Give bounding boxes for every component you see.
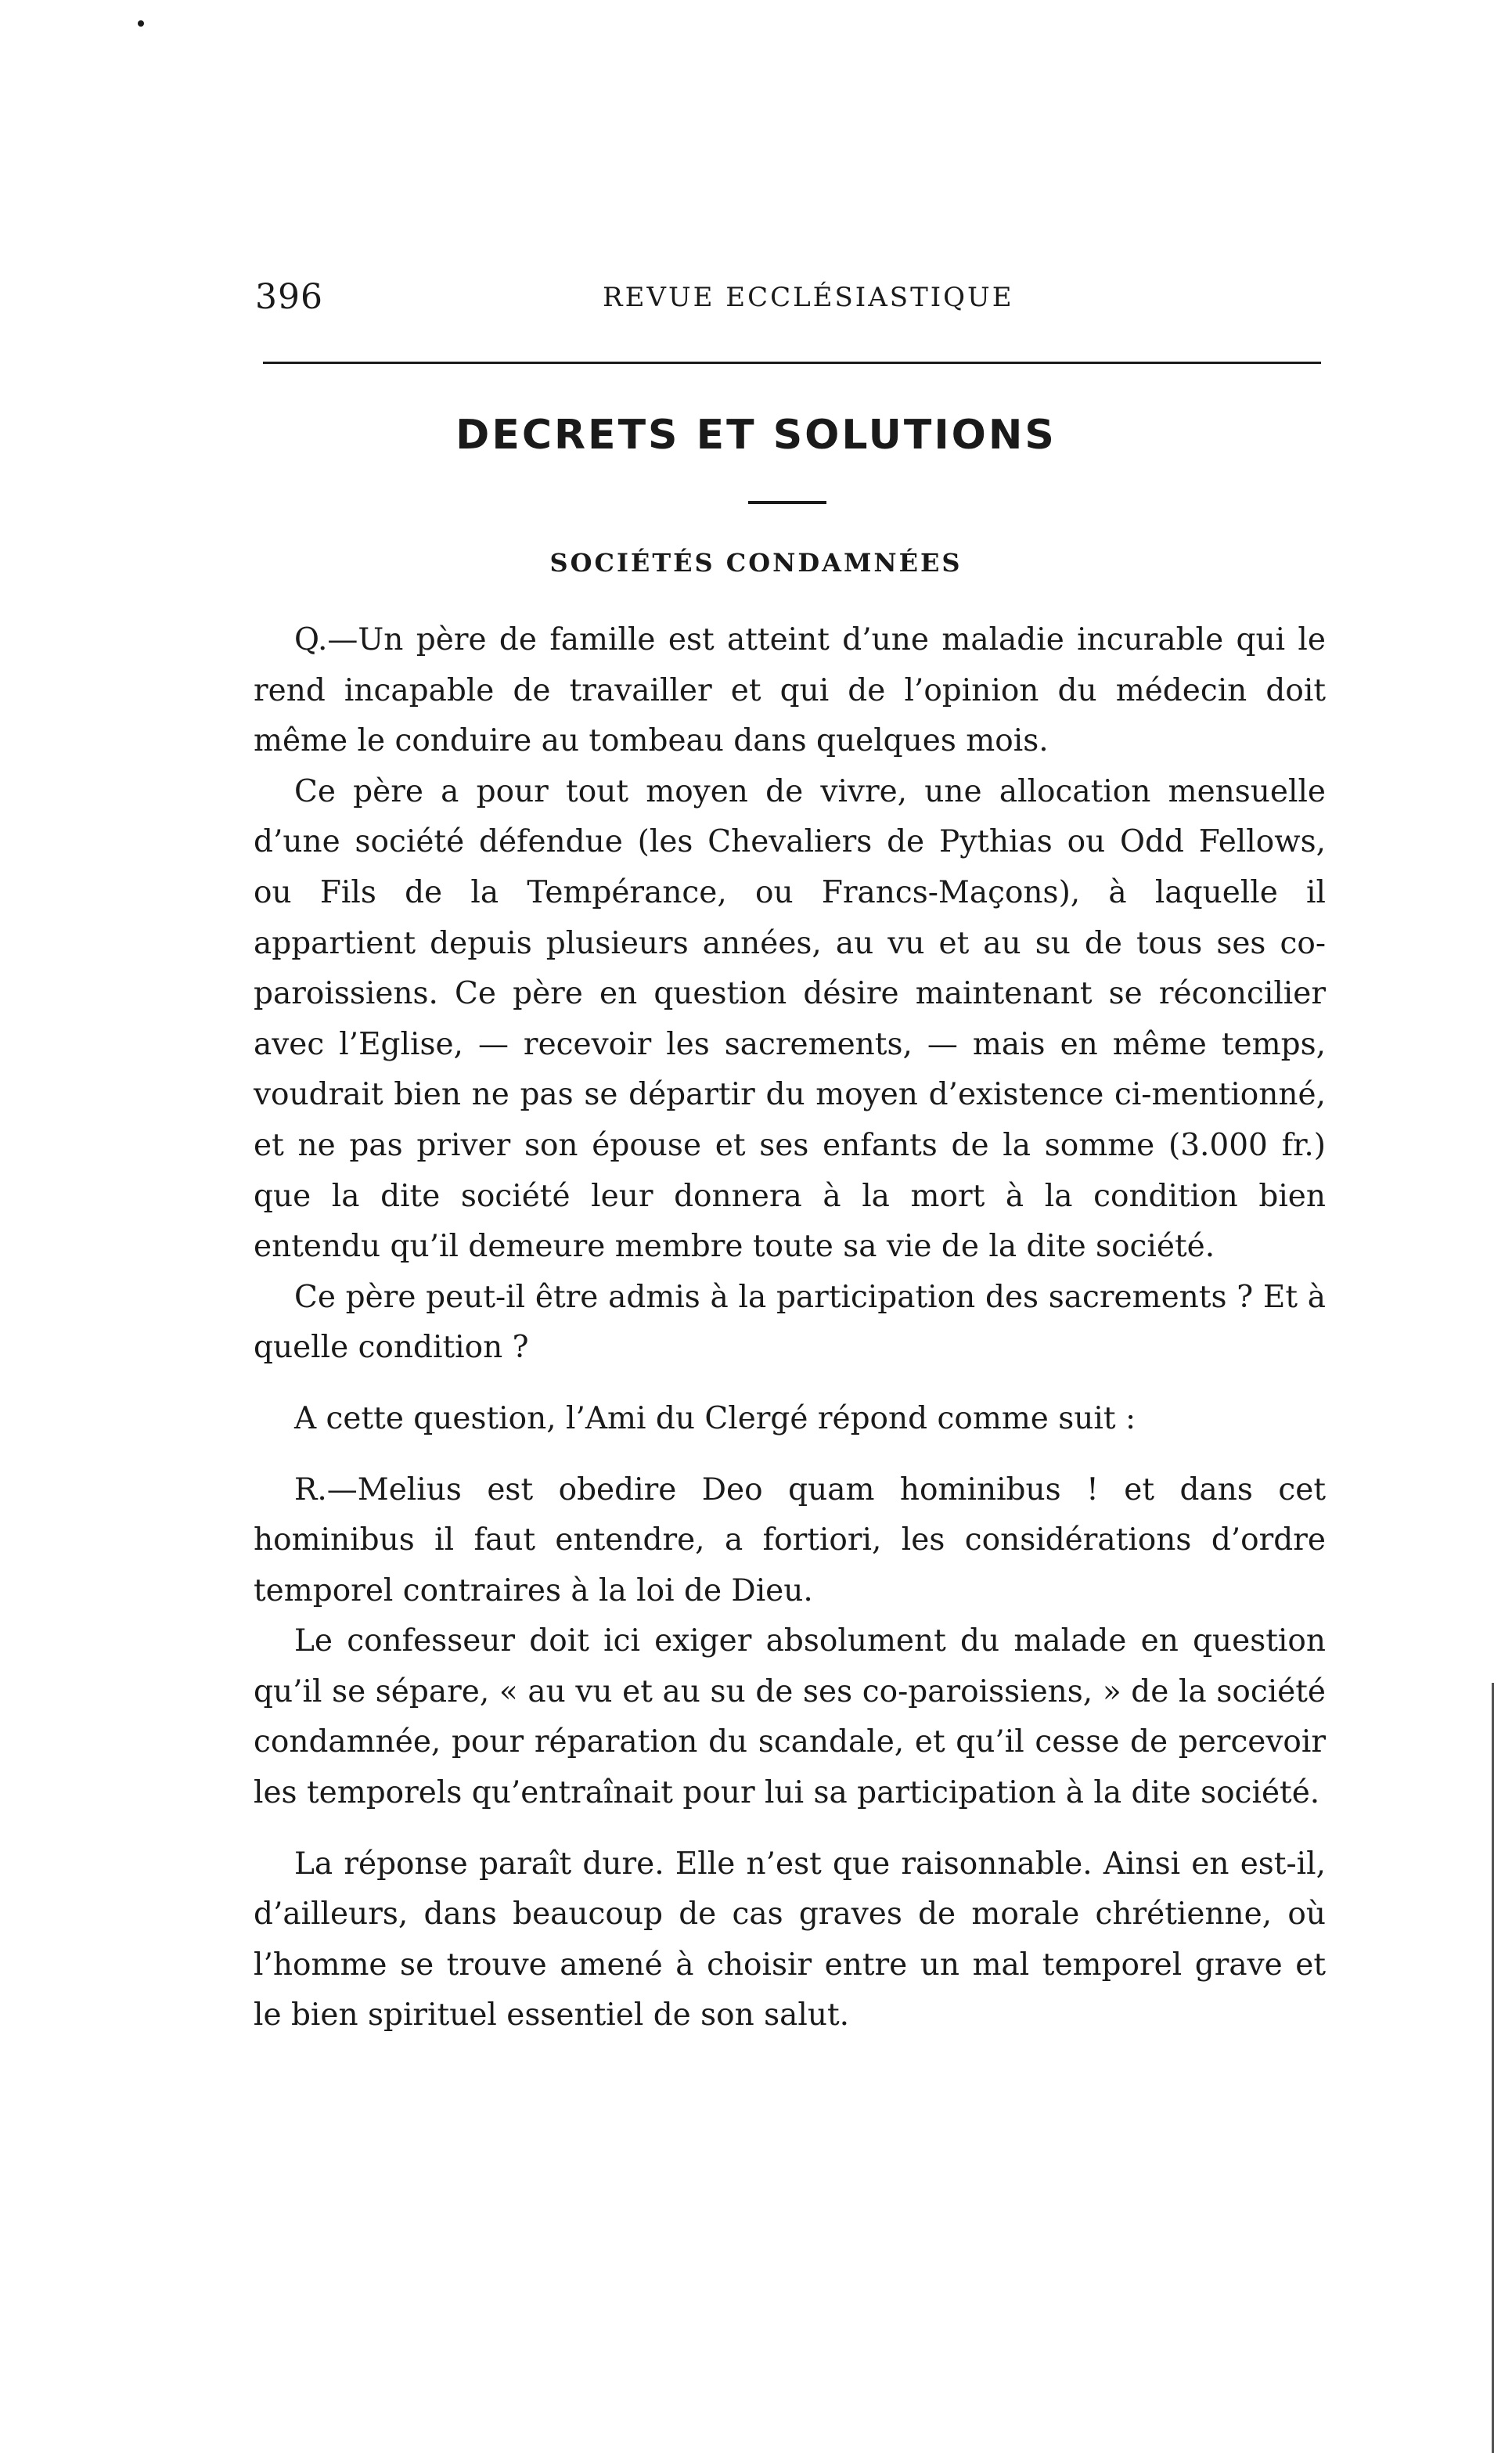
- header-rule: [263, 362, 1321, 364]
- section-subtitle: SOCIÉTÉS CONDAMNÉES: [549, 548, 963, 578]
- paragraph-conclusion: La réponse paraît dure. Elle n’est que raisonnable. Ainsi en est-il, d’ailleurs, dans beaucoup de cas graves de morale chrétienne, où l’homme se trouve amené à choisir entre un mal temporel grave et le bien spirituel essentiel de son salut.: [254, 1846, 1326, 2033]
- article-body: [254, 615, 1326, 2041]
- paragraph-situation: Ce père a pour tout moyen de vivre, une allocation mensuelle d’une société défendue (les Chevaliers de Pythias ou Odd Fellows, ou Fils de la Tempérance, ou Francs-Maçons), à laquelle il appartient depuis plusieurs années, au vu et au su de tous ses co-paroissiens. Ce père en question désire maintenant se réconcilier avec l’Eglise, — recevoir les sacrements, — mais en même temps, voudrait bien ne pas se départir du moyen d’existence ci-mentionné, et ne pas priver son épouse et ses enfants de la somme (3.000 fr.) que la dite société leur donnera à la mort à la condition bien entendu qu’il demeure membre toute sa vie de la dite société.: [254, 773, 1326, 1265]
- paragraph-intro-answer: A cette question, l’Ami du Clergé répond comme suit :: [294, 1400, 1136, 1436]
- title-divider: [748, 501, 826, 504]
- section-title: DECRETS ET SOLUTIONS: [455, 412, 1057, 459]
- paragraph-response: R.—Melius est obedire Deo quam hominibus ! et dans cet hominibus il faut entendre, a fortiori, les considérations d’ordre temporel contraires à la loi de Dieu.: [254, 1471, 1326, 1608]
- paragraph-confessor: Le confesseur doit ici exiger absolument du malade en question qu’il se sépare, « au vu et au su de ses co-paroissiens, » de la société condamnée, pour réparation du scandale, et qu’il cesse de percevoir les temporels qu’entraînait pour lui sa participation à la dite société.: [254, 1623, 1326, 1811]
- paragraph-question: Q.—Un père de famille est atteint d’une maladie incurable qui le rend incapable de travailler et qui de l’opinion du médecin doit même le conduire au tombeau dans quelques mois.: [254, 622, 1326, 759]
- speck-mark: [138, 20, 144, 27]
- scan-edge-line: [1492, 1683, 1494, 2453]
- paragraph-query: Ce père peut-il être admis à la participation des sacrements ? Et à quelle condition ?: [254, 1279, 1326, 1366]
- page-number: 396: [255, 277, 323, 317]
- running-title: REVUE ECCLÉSIASTIQUE: [603, 282, 1014, 313]
